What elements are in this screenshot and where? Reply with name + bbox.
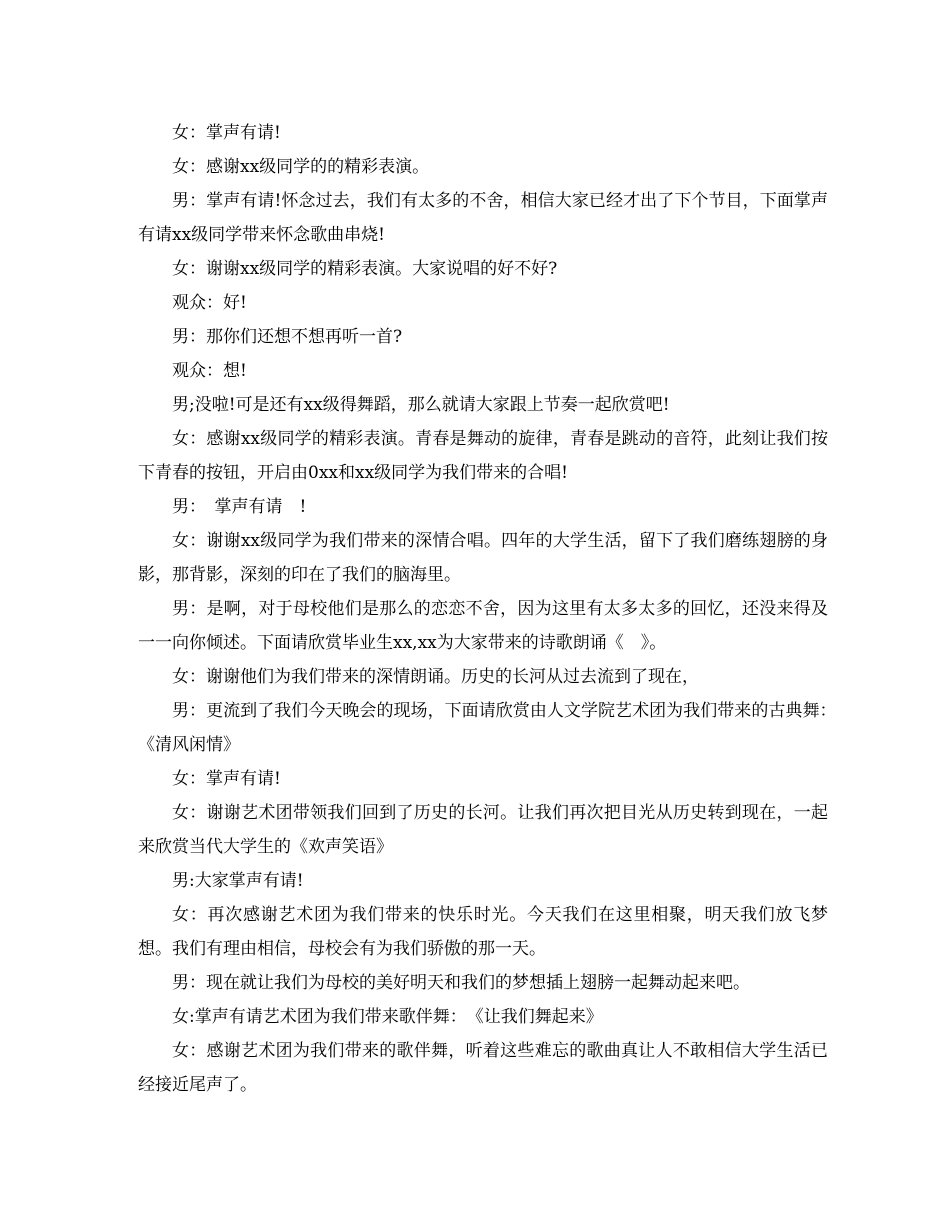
- paragraph-5: 观众：好!: [172, 293, 247, 313]
- paragraph-19: 男：现在就让我们为母校的美好明天和我们的梦想插上翅膀一起舞动起来吧。: [172, 973, 750, 993]
- paragraph-21: 女：感谢艺术团为我们带来的歌伴舞，听着这些难忘的歌曲真让人不敢相信大学生活已经接近尾声了。: [138, 1041, 828, 1095]
- paragraph-14: 男：更流到了我们今天晚会的现场，下面请欣赏由人文学院艺术团为我们带来的古典舞： 《清风闲情》: [138, 701, 845, 755]
- paragraph-3: 男：掌声有请!怀念过去，我们有太多的不舍，相信大家已经才出了下个节目，下面掌声有请xx级同学带来怀念歌曲串烧!: [138, 191, 828, 245]
- paragraph-8: 男;没啦!可是还有xx级得舞蹈，那么就请大家跟上节奏一起欣赏吧!: [172, 395, 670, 415]
- paragraph-4: 女：谢谢xx级同学的精彩表演。大家说唱的好不好?: [172, 259, 558, 279]
- paragraph-10: 男： 掌声有请 !: [172, 497, 307, 517]
- paragraph-18: 女：再次感谢艺术团为我们带来的快乐时光。今天我们在这里相聚，明天我们放飞梦想。我们有理由相信，母校会有为我们骄傲的那一天。: [138, 905, 828, 959]
- document-body: [138, 116, 845, 1102]
- paragraph-6: 男：那你们还想不想再听一首?: [172, 327, 403, 347]
- paragraph-1: 女：掌声有请!: [172, 123, 281, 143]
- paragraph-17: 男:大家掌声有请!: [172, 871, 304, 891]
- paragraph-16: 女：谢谢艺术团带领我们回到了历史的长河。让我们再次把目光从历史转到现在，一起来欣赏当代大学生的《欢声笑语》: [138, 803, 828, 857]
- paragraph-20: 女:掌声有请艺术团为我们带来歌伴舞： 《让我们舞起来》: [172, 1007, 603, 1027]
- paragraph-13: 女：谢谢他们为我们带来的深情朗诵。历史的长河从过去流到了现在，: [172, 667, 699, 687]
- paragraph-7: 观众：想!: [172, 361, 247, 381]
- paragraph-15: 女：掌声有请!: [172, 769, 281, 789]
- paragraph-12: 男：是啊，对于母校他们是那么的恋恋不舍，因为这里有太多太多的回忆，还没来得及一一向你倾述。下面请欣赏毕业生xx,xx为大家带来的诗歌朗诵《 》。: [138, 599, 828, 653]
- paragraph-11: 女：谢谢xx级同学为我们带来的深情合唱。四年的大学生活，留下了我们磨练翅膀的身影，那背影，深刻的印在了我们的脑海里。: [138, 531, 828, 585]
- paragraph-9: 女：感谢xx级同学的精彩表演。青春是舞动的旋律，青春是跳动的音符，此刻让我们按下青春的按钮，开启由0xx和xx级同学为我们带来的合唱!: [138, 429, 828, 483]
- paragraph-2: 女：感谢xx级同学的的精彩表演。: [172, 157, 430, 177]
